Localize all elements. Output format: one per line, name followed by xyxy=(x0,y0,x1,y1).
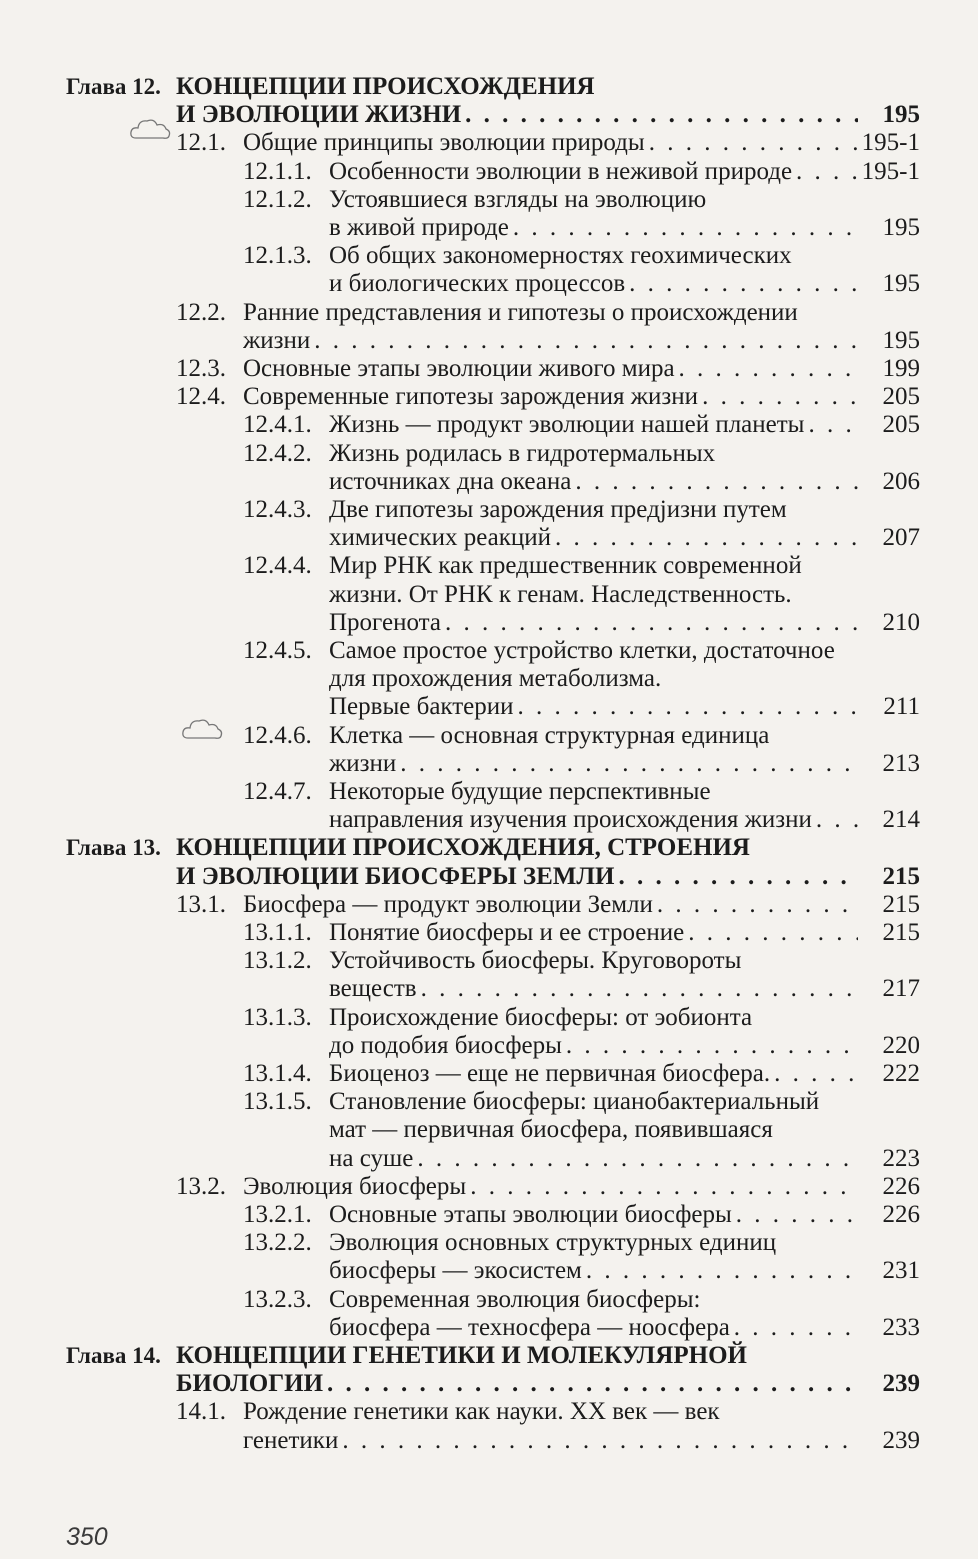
leader-dots xyxy=(555,523,858,553)
section-number: 12.4.3. xyxy=(243,496,312,523)
leader-dots xyxy=(679,354,858,384)
page-ref: 239 xyxy=(882,1426,920,1454)
leader-dots xyxy=(314,326,858,356)
page-ref: 214 xyxy=(882,806,920,834)
chapter-label: Глава 13. xyxy=(66,835,161,861)
leader-dots xyxy=(465,100,858,130)
entry-title: биосферы — экосистем xyxy=(329,1257,582,1285)
entry-title: Современные гипотезы зарождения жизни xyxy=(243,383,699,411)
section-number: 13.1.1. xyxy=(243,919,312,946)
entry-title: Ранние представления и гипотезы о происхождении xyxy=(243,298,798,326)
page-ref: 239 xyxy=(882,1370,920,1398)
entry-title: Особенности эволюции в неживой природе xyxy=(329,157,793,185)
page-ref: 226 xyxy=(882,1172,920,1200)
page-ref: 231 xyxy=(882,1257,920,1285)
section-number: 12.4.1. xyxy=(243,411,312,439)
entry-title: БИОЛОГИИ xyxy=(176,1370,324,1398)
section-number: 13.1.5. xyxy=(243,1088,312,1116)
page-ref: 195-1 xyxy=(861,157,920,185)
page-ref: 215 xyxy=(882,862,920,890)
entry-title: Биоценоз — еще не первичная биосфера. xyxy=(329,1060,771,1087)
leader-dots xyxy=(796,157,858,187)
section-number: 12.1.2. xyxy=(243,185,312,213)
entry-title: Об общих закономерностях геохимических xyxy=(329,242,792,270)
page-ref: 195 xyxy=(882,270,920,298)
page-number: 350 xyxy=(66,1523,108,1551)
page-ref: 222 xyxy=(882,1060,920,1087)
entry-title: Жизнь родилась в гидротермальных xyxy=(329,439,716,467)
entry-title: Современная эволюция биосферы: xyxy=(329,1285,701,1313)
entry-title: в живой природе xyxy=(329,214,509,241)
entry-title: Жизнь — продукт эволюции нашей планеты xyxy=(329,411,805,439)
entry-title: Две гипотезы зарождения предjизни путем xyxy=(329,496,787,523)
entry-title: Прогенота xyxy=(329,608,441,636)
entry-title: для прохождения метаболизма. xyxy=(329,665,662,693)
page-ref: 206 xyxy=(882,467,920,495)
entry-title: Самое простое устройство клетки, достаточное xyxy=(329,637,835,664)
page-ref: 195 xyxy=(882,101,920,129)
page-ref: 233 xyxy=(882,1313,920,1341)
page-ref: 211 xyxy=(883,693,920,721)
entry-title: биосфера — техносфера — ноосфера xyxy=(329,1313,730,1341)
entry-title: Эволюция основных структурных единиц xyxy=(329,1229,777,1257)
leader-dots xyxy=(327,1369,858,1399)
leader-dots xyxy=(702,382,858,412)
page-ref: 217 xyxy=(882,975,920,1003)
page-ref: 213 xyxy=(882,749,920,777)
chapter-label: Глава 12. xyxy=(66,74,161,99)
section-number: 12.3. xyxy=(176,355,226,382)
chapter-label: Глава 14. xyxy=(66,1343,161,1368)
entry-title: источниках дна океана xyxy=(329,467,572,495)
entry-title: Основные этапы эволюции живого мира xyxy=(243,355,675,382)
entry-title: веществ xyxy=(329,975,417,1003)
section-number: 14.1. xyxy=(176,1398,226,1426)
page-ref: 220 xyxy=(882,1031,920,1059)
page-ref: 199 xyxy=(882,355,920,382)
entry-title: Устойчивость биосферы. Круговороты xyxy=(329,947,742,975)
section-number: 13.2.2. xyxy=(243,1229,312,1257)
entry-title: на суше xyxy=(329,1144,414,1172)
entry-title: и биологических процессов xyxy=(329,270,626,298)
cloud-icon xyxy=(128,116,172,142)
page-ref: 207 xyxy=(882,524,920,552)
page-ref: 195 xyxy=(882,326,920,354)
section-number: 13.2. xyxy=(176,1172,226,1200)
leader-dots xyxy=(513,213,858,243)
leader-dots xyxy=(566,1031,858,1061)
page-ref: 195-1 xyxy=(861,129,920,157)
page-ref: 226 xyxy=(882,1201,920,1228)
entry-title: направления изучения происхождения жизни xyxy=(329,806,812,834)
entry-title: Первые бактерии xyxy=(329,693,514,721)
leader-dots xyxy=(736,1200,858,1230)
entry-title: жизни. От РНК к генам. Наследственность. xyxy=(329,580,792,608)
section-number: 12.1.3. xyxy=(243,242,312,270)
entry-title: Основные этапы эволюции биосферы xyxy=(329,1201,732,1228)
entry-title: КОНЦЕПЦИИ ГЕНЕТИКИ И МОЛЕКУЛЯРНОЙ xyxy=(176,1342,747,1369)
leader-dots xyxy=(649,128,858,158)
section-number: 12.4.6. xyxy=(243,721,312,749)
entry-title: мат — первичная биосфера, появившаяся xyxy=(329,1116,773,1144)
page-ref: 210 xyxy=(882,608,920,636)
entry-title: Рождение генетики как науки. XX век — век xyxy=(243,1398,720,1426)
leader-dots xyxy=(417,1144,858,1174)
page-ref: 195 xyxy=(882,214,920,241)
cloud-icon xyxy=(180,716,224,742)
page-ref: 205 xyxy=(882,383,920,411)
leader-dots xyxy=(575,467,858,497)
leader-dots xyxy=(518,692,858,722)
entry-title: Устоявшиеся взгляды на эволюцию xyxy=(329,185,707,213)
leader-dots xyxy=(629,269,858,299)
entry-title: Понятие биосферы и ее строение xyxy=(329,919,685,946)
section-number: 13.2.1. xyxy=(243,1201,312,1228)
section-number: 12.1.1. xyxy=(243,157,312,185)
entry-title: до подобия биосферы xyxy=(329,1031,562,1059)
entry-title: жизни xyxy=(243,326,311,354)
entry-title: жизни xyxy=(329,749,397,777)
page-ref: 223 xyxy=(882,1144,920,1172)
section-number: 13.1.2. xyxy=(243,947,312,975)
leader-dots xyxy=(400,749,858,779)
leader-dots xyxy=(421,974,858,1004)
section-number: 12.1. xyxy=(176,129,226,157)
leader-dots xyxy=(470,1172,858,1202)
entry-title: генетики xyxy=(243,1426,339,1454)
section-number: 12.4.2. xyxy=(243,439,312,467)
leader-dots xyxy=(816,805,858,835)
entry-title: Эволюция биосферы xyxy=(243,1172,467,1200)
leader-dots xyxy=(657,890,858,920)
entry-title: химических реакций xyxy=(329,524,552,552)
leader-dots xyxy=(342,1426,858,1456)
leader-dots xyxy=(734,1313,858,1343)
leader-dots xyxy=(688,918,858,948)
section-number: 12.4.5. xyxy=(243,637,312,664)
page-ref: 215 xyxy=(882,890,920,918)
leader-dots xyxy=(774,1059,858,1089)
leader-dots xyxy=(445,608,858,638)
section-number: 13.1.3. xyxy=(243,1003,312,1031)
section-number: 12.2. xyxy=(176,298,226,326)
entry-title: Биосфера — продукт эволюции Земли xyxy=(243,890,653,918)
section-number: 13.2.3. xyxy=(243,1285,312,1313)
section-number: 12.4. xyxy=(176,383,226,411)
section-number: 13.1. xyxy=(176,890,226,918)
entry-title: Становление биосферы: цианобактериальный xyxy=(329,1088,820,1116)
page-ref: 205 xyxy=(882,411,920,439)
entry-title: Некоторые будущие перспективные xyxy=(329,778,711,805)
entry-title: Происхождение биосферы: от эобионта xyxy=(329,1003,753,1031)
section-number: 13.1.4. xyxy=(243,1060,312,1087)
entry-title: Общие принципы эволюции природы xyxy=(243,129,645,157)
entry-title: Мир РНК как предшественник современной xyxy=(329,552,802,580)
entry-title: И ЭВОЛЮЦИИ ЖИЗНИ xyxy=(176,101,462,129)
leader-dots xyxy=(586,1256,858,1286)
entry-title: И ЭВОЛЮЦИИ БИОСФЕРЫ ЗЕМЛИ xyxy=(176,862,615,890)
entry-title: КОНЦЕПЦИИ ПРОИСХОЖДЕНИЯ xyxy=(176,73,595,100)
entry-title: Клетка — основная структурная единица xyxy=(329,721,770,749)
entry-title: КОНЦЕПЦИИ ПРОИСХОЖДЕНИЯ, СТРОЕНИЯ xyxy=(176,834,750,862)
section-number: 12.4.7. xyxy=(243,778,312,805)
leader-dots xyxy=(808,410,858,440)
section-number: 12.4.4. xyxy=(243,552,312,580)
leader-dots xyxy=(618,862,858,892)
page-ref: 215 xyxy=(882,919,920,946)
